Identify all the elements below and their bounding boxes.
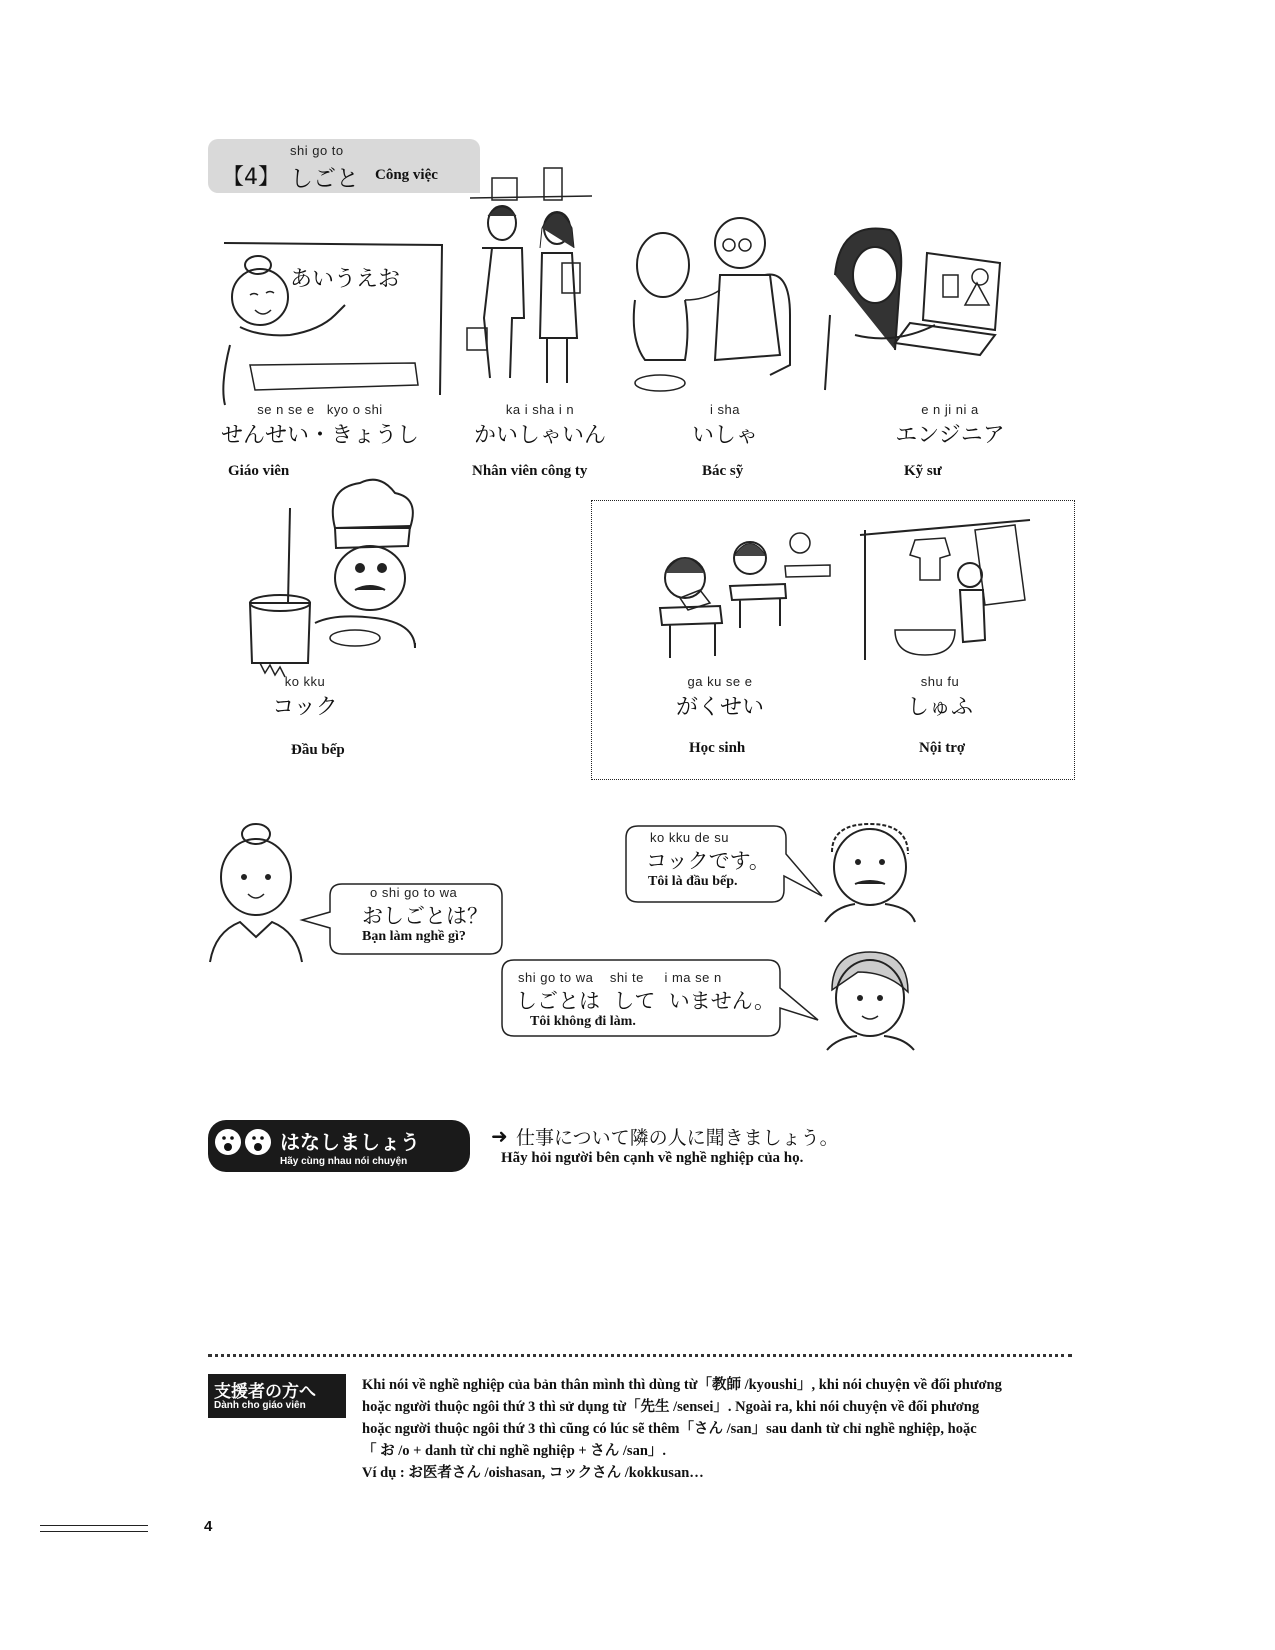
cook-illustration [240, 478, 420, 690]
job-meaning-student: Học sinh [689, 740, 746, 756]
teacher-note-line: 「 お /o + danh từ chỉ nghề nghiệp + さん /san」. [362, 1443, 667, 1459]
job-word-teacher: せんせい・きょうし [220, 423, 419, 448]
talk-label-vi: Hãy cùng nhau nói chuyện [280, 1156, 408, 1167]
bubble-question-text: おしごとは？ [362, 904, 488, 928]
footer-rule-top [40, 1525, 148, 1526]
job-word-homemaker: しゅふ [906, 695, 973, 720]
job-ruby-homemaker: shu fu [920, 674, 960, 689]
teacher-note-line: Khi nói về nghề nghiệp của bản thân mình thì dùng từ「教師 /kyoushi」, khi nói chuyện về đối phương [362, 1377, 1002, 1393]
talk-instruction-vi: Hãy hỏi người bên cạnh về nghề nghiệp của họ. [501, 1150, 804, 1166]
woman-asking-illustration [208, 822, 308, 962]
job-ruby-office-worker: ka i sha i n [505, 402, 575, 417]
bubble-nowork-ruby: shi go to wa shi te i ma se n [518, 970, 722, 985]
teacher-note-body [362, 1374, 1072, 1484]
arrow-right-icon: ➜ [491, 1124, 508, 1148]
page-number: 4 [204, 1518, 213, 1535]
talking-faces-icon [214, 1126, 274, 1158]
section-title: しごと [290, 166, 359, 192]
teacher-note-label: 支援者の方へ [214, 1382, 316, 1402]
section-subtitle: Công việc [375, 167, 438, 183]
cook-man-illustration [820, 822, 920, 922]
job-ruby-student: ga ku se e [687, 674, 753, 689]
job-word-engineer: エンジニア [895, 423, 1005, 448]
job-ruby-cook: ko kku [284, 674, 326, 689]
bubble-nowork-meaning: Tôi không đi làm. [530, 1014, 636, 1029]
job-meaning-office-worker: Nhân viên công ty [472, 463, 588, 479]
office-workers-illustration [462, 168, 597, 396]
engineer-illustration [815, 215, 1015, 390]
job-word-office-worker: かいしゃいん [473, 423, 606, 448]
student-illustration [640, 528, 835, 663]
board-text: あいうえお [290, 267, 401, 292]
job-word-doctor: いしゃ [691, 423, 758, 448]
woman-answering-illustration [822, 950, 918, 1050]
job-word-cook: コック [272, 695, 338, 720]
section-number: 【4】 [222, 165, 280, 190]
teacher-note-line: hoặc người thuộc ngôi thứ 3 thì cũng có lúc sẽ thêm「さん /san」sau danh từ chỉ nghề nghiệp, hoặc [362, 1421, 977, 1437]
bubble-nowork-text: しごとは して いません。 [516, 989, 775, 1013]
job-meaning-doctor: Bác sỹ [702, 463, 744, 479]
dotted-separator [208, 1354, 1072, 1357]
teacher-note-label-vi: Dành cho giáo viên [214, 1400, 306, 1411]
teacher-note-line: hoặc người thuộc ngôi thứ 3 thì sử dụng từ「先生 /sensei」. Ngoài ra, khi nói chuyện về đối phương [362, 1399, 980, 1415]
homemaker-illustration [855, 520, 1035, 670]
talk-instruction-jp: 仕事について隣の人に聞きましょう。 [516, 1127, 839, 1149]
section-ruby: shi go to [290, 143, 344, 158]
job-meaning-engineer: Kỹ sư [904, 463, 942, 479]
doctor-illustration [625, 205, 795, 395]
bubble-cook-meaning: Tôi là đầu bếp. [648, 874, 738, 889]
teacher-note-line: Ví dụ : お医者さん /oishasan, コックさん /kokkusan… [362, 1465, 704, 1481]
talk-label: はなしましょう [280, 1130, 420, 1154]
job-meaning-cook: Đầu bếp [291, 742, 345, 758]
job-word-student: がくせい [675, 695, 764, 720]
job-ruby-engineer: e n ji ni a [921, 402, 979, 417]
bubble-cook-ruby: ko kku de su [650, 830, 729, 845]
footer-rule-bottom [40, 1531, 148, 1532]
job-ruby-doctor: i sha [710, 402, 740, 417]
bubble-cook-text: コックです。 [646, 849, 770, 873]
job-meaning-teacher: Giáo viên [228, 463, 290, 479]
bubble-question-meaning: Bạn làm nghề gì? [362, 929, 466, 944]
job-meaning-homemaker: Nội trợ [919, 740, 966, 756]
job-ruby-teacher: se n se e kyo o shi [257, 402, 383, 417]
bubble-question-ruby: o shi go to wa [370, 885, 458, 900]
